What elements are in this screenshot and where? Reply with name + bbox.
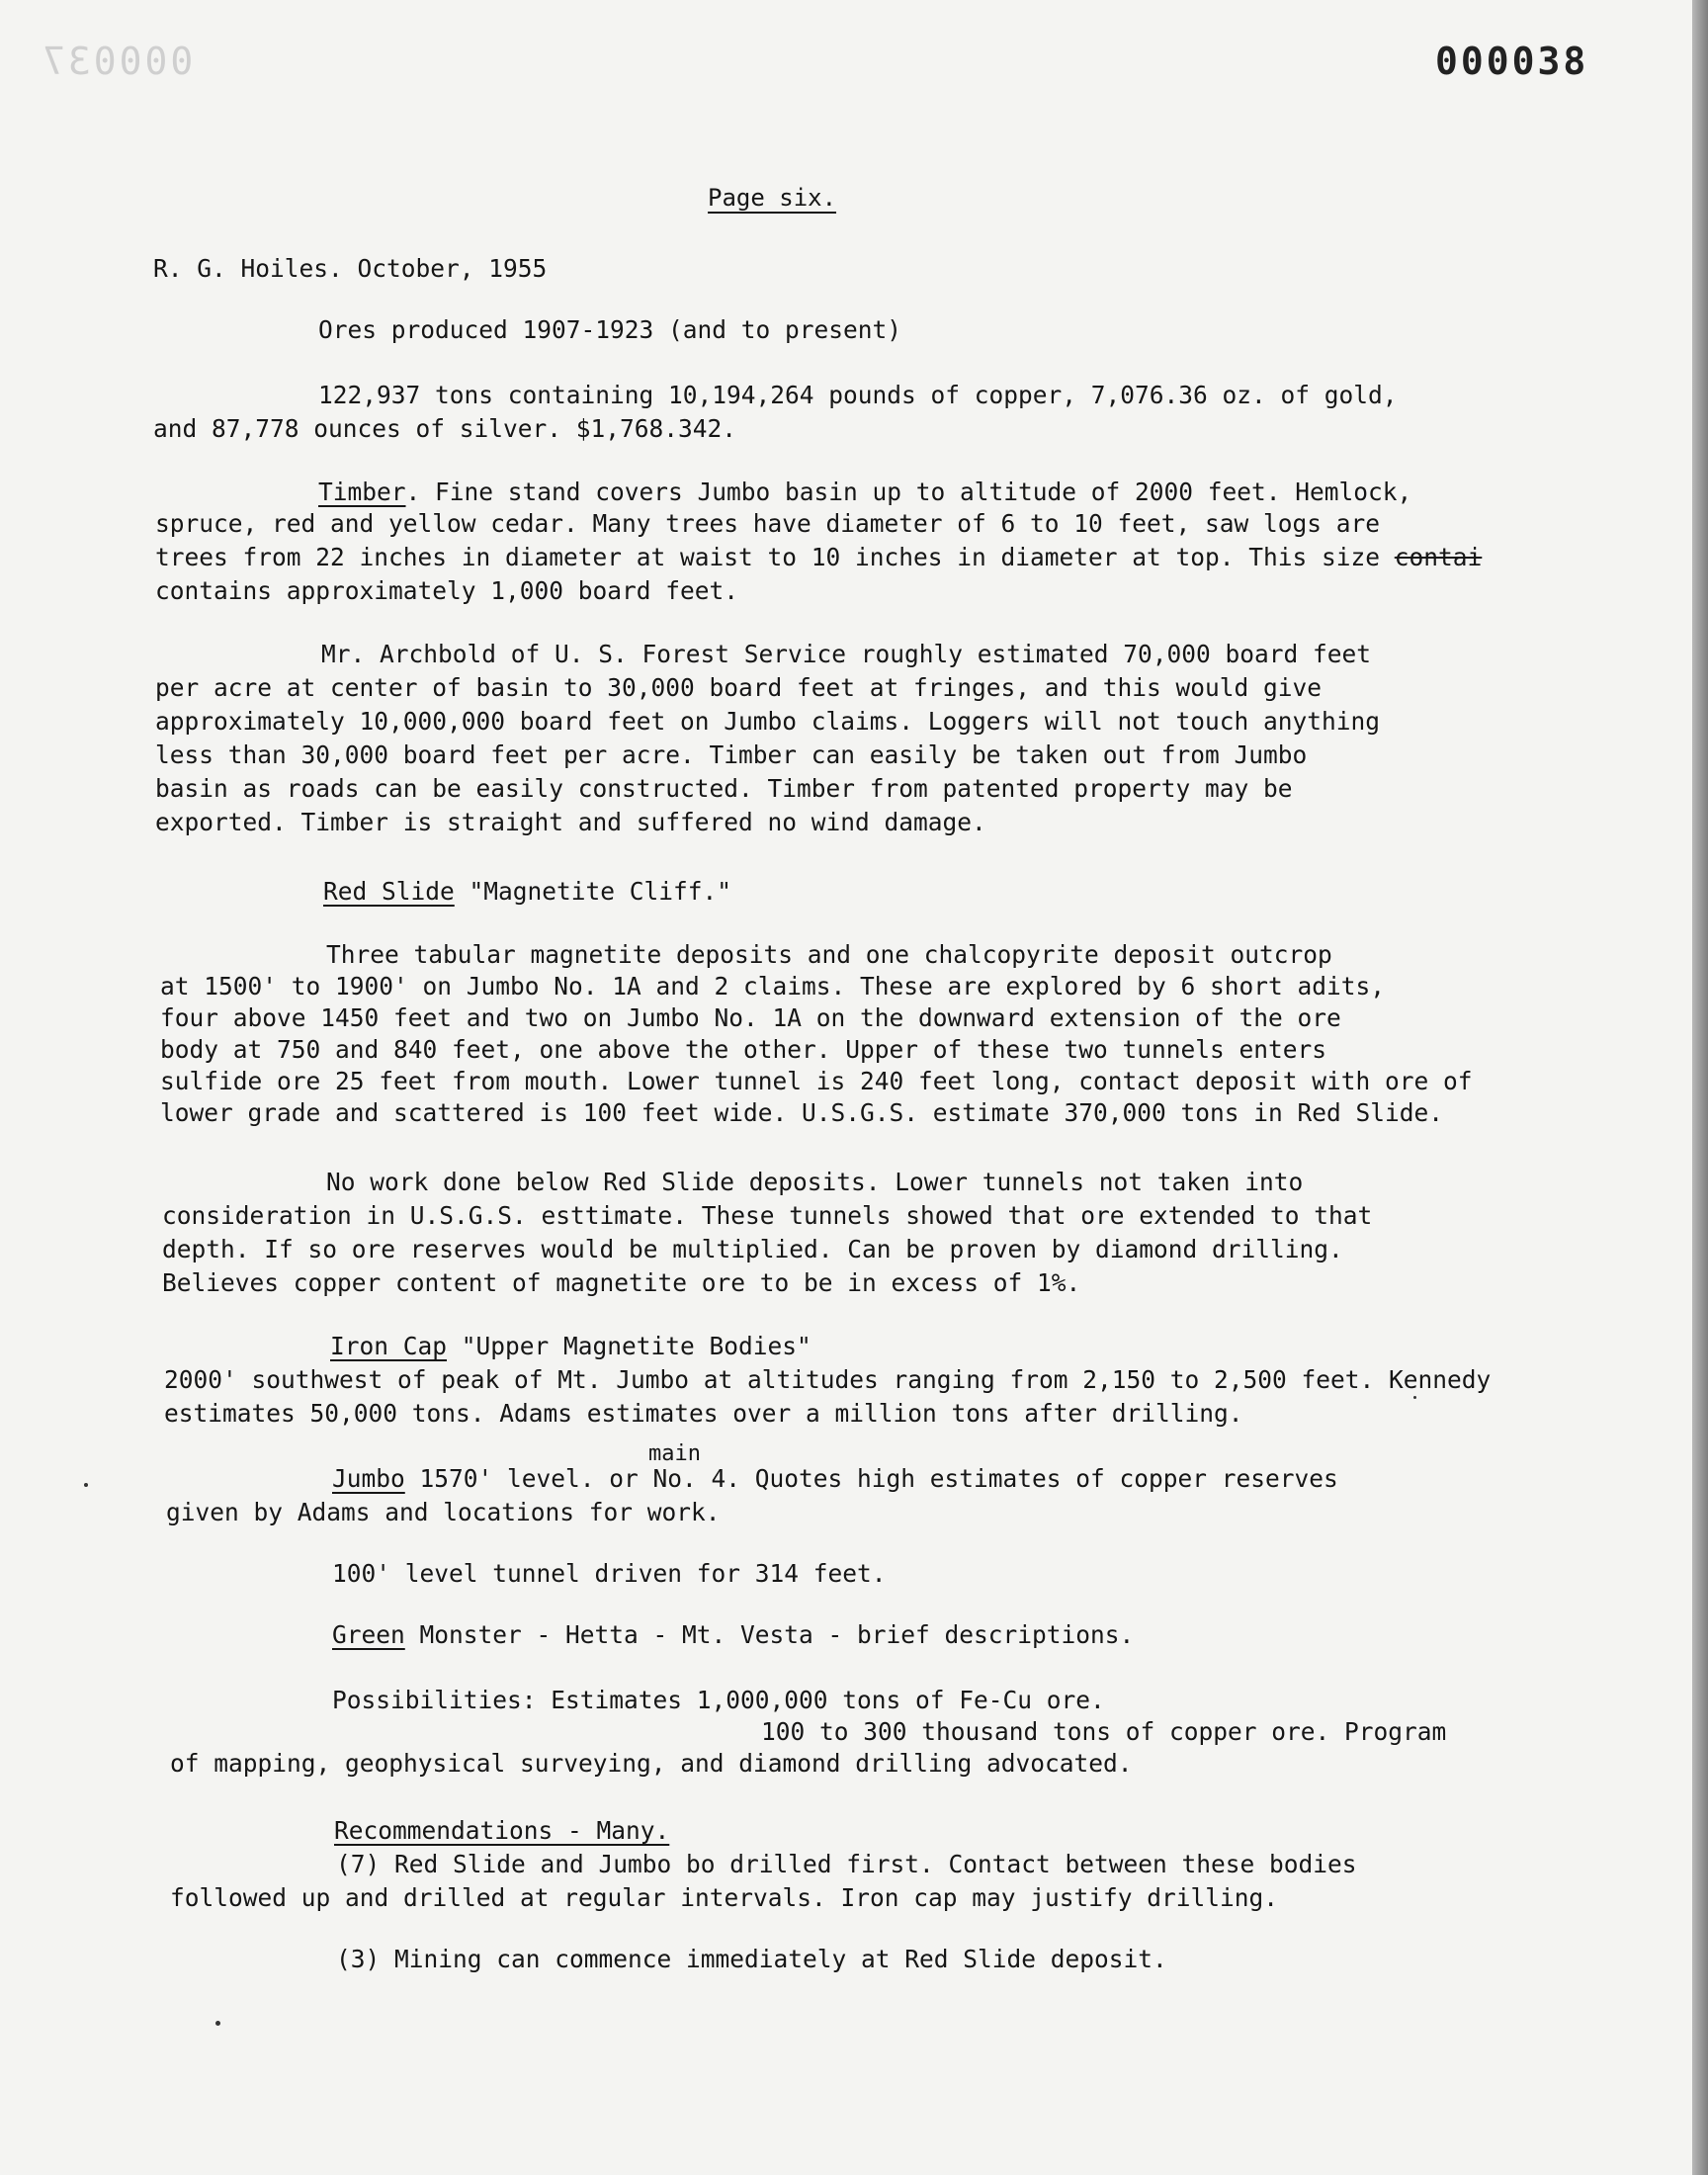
jumbo-paragraph-line: given by Adams and locations for work. xyxy=(166,1498,721,1526)
iron-cap-paragraph-line: estimates 50,000 tons. Adams estimates over a million tons after drilling. xyxy=(164,1399,1243,1428)
archbold-paragraph-line: exported. Timber is straight and suffered no wind damage. xyxy=(155,808,986,836)
page-edge xyxy=(1692,0,1708,2175)
no-work-paragraph-line: consideration in U.S.G.S. esttimate. These tunnels showed that ore extended to that xyxy=(162,1201,1373,1230)
green-label: Green xyxy=(332,1620,405,1649)
no-work-paragraph-line: Believes copper content of magnetite ore to be in excess of 1%. xyxy=(162,1268,1081,1297)
possibilities-line: Possibilities: Estimates 1,000,000 tons of Fe-Cu ore. xyxy=(332,1686,1105,1714)
possibilities-line: 100 to 300 thousand tons of copper ore. Program xyxy=(761,1717,1447,1746)
timber-label: Timber xyxy=(318,478,406,506)
jumbo-paragraph-line: 100' level tunnel driven for 314 feet. xyxy=(332,1559,887,1588)
iron-cap-paragraph-line: 2000' southwest of peak of Mt. Jumbo at altitudes ranging from 2,150 to 2,500 feet. Kennedy xyxy=(164,1365,1492,1394)
bleed-through-page-number: 000037 xyxy=(40,40,194,83)
timber-paragraph-line: spruce, red and yellow cedar. Many trees have diameter of 6 to 10 feet, saw logs are xyxy=(155,509,1381,538)
red-slide-paragraph-line: four above 1450 feet and two on Jumbo No. 1A on the downward extension of the ore xyxy=(160,1003,1341,1032)
red-slide-paragraph-line: body at 750 and 840 feet, one above the other. Upper of these two tunnels enters xyxy=(160,1035,1327,1064)
recommendation-item: (7) Red Slide and Jumbo bo drilled first. Contact between these bodies xyxy=(336,1850,1357,1878)
green-monster-line: Green Monster - Hetta - Mt. Vesta - brief descriptions. xyxy=(332,1620,1135,1649)
recommendation-item: (3) Mining can commence immediately at Red Slide deposit. xyxy=(336,1945,1167,1973)
ores-line: 122,937 tons containing 10,194,264 pounds of copper, 7,076.36 oz. of gold, xyxy=(318,381,1398,409)
page-number-stamp: 000038 xyxy=(1435,40,1589,83)
red-slide-heading: Red Slide "Magnetite Cliff." xyxy=(323,877,732,906)
recommendation-item: followed up and drilled at regular intervals. Iron cap may justify drilling. xyxy=(170,1883,1279,1912)
red-slide-label: Red Slide xyxy=(323,877,455,906)
red-slide-paragraph-line: sulfide ore 25 feet from mouth. Lower tunnel is 240 feet long, contact deposit with ore of xyxy=(160,1067,1473,1095)
archbold-paragraph-line: per acre at center of basin to 30,000 board feet at fringes, and this would give xyxy=(155,673,1323,702)
handwritten-insertion: main xyxy=(648,1441,701,1466)
timber-paragraph-line: contains approximately 1,000 board feet. xyxy=(155,576,739,605)
iron-cap-heading: Iron Cap "Upper Magnetite Bodies" xyxy=(330,1332,811,1360)
struck-word: contai xyxy=(1394,543,1483,571)
scan-speck xyxy=(84,1483,88,1487)
possibilities-line: of mapping, geophysical surveying, and diamond drilling advocated. xyxy=(170,1749,1133,1778)
timber-paragraph-line: Timber. Fine stand covers Jumbo basin up to altitude of 2000 feet. Hemlock, xyxy=(318,478,1412,506)
recommendations-heading: Recommendations - Many. xyxy=(334,1816,670,1845)
scan-speck xyxy=(1413,1396,1416,1399)
ores-line: and 87,778 ounces of silver. $1,768.342. xyxy=(153,414,737,443)
red-slide-paragraph-line: at 1500' to 1900' on Jumbo No. 1A and 2 claims. These are explored by 6 short adits, xyxy=(160,972,1386,1000)
no-work-paragraph-line: depth. If so ore reserves would be multiplied. Can be proven by diamond drilling. xyxy=(162,1235,1343,1263)
timber-paragraph-line: trees from 22 inches in diameter at waist to 10 inches in diameter at top. This size contai xyxy=(155,543,1483,571)
jumbo-paragraph-line: Jumbo 1570' level. or No. 4. Quotes high estimates of copper reserves xyxy=(332,1464,1338,1493)
scan-speck xyxy=(215,2021,220,2026)
archbold-paragraph-line: less than 30,000 board feet per acre. Timber can easily be taken out from Jumbo xyxy=(155,740,1308,769)
red-slide-paragraph-line: Three tabular magnetite deposits and one chalcopyrite deposit outcrop xyxy=(326,940,1332,969)
jumbo-label: Jumbo xyxy=(332,1464,405,1493)
page-title: Page six. xyxy=(708,184,837,212)
no-work-paragraph-line: No work done below Red Slide deposits. Lower tunnels not taken into xyxy=(326,1168,1304,1196)
ores-heading: Ores produced 1907-1923 (and to present) xyxy=(318,315,902,344)
iron-cap-label: Iron Cap xyxy=(330,1332,448,1360)
report-header: R. G. Hoiles. October, 1955 xyxy=(153,254,548,283)
archbold-paragraph-line: approximately 10,000,000 board feet on Jumbo claims. Loggers will not touch anything xyxy=(155,707,1381,736)
archbold-paragraph-line: Mr. Archbold of U. S. Forest Service roughly estimated 70,000 board feet xyxy=(321,640,1372,668)
red-slide-paragraph-line: lower grade and scattered is 100 feet wide. U.S.G.S. estimate 370,000 tons in Red Slide. xyxy=(160,1098,1444,1127)
archbold-paragraph-line: basin as roads can be easily constructed. Timber from patented property may be xyxy=(155,774,1293,803)
